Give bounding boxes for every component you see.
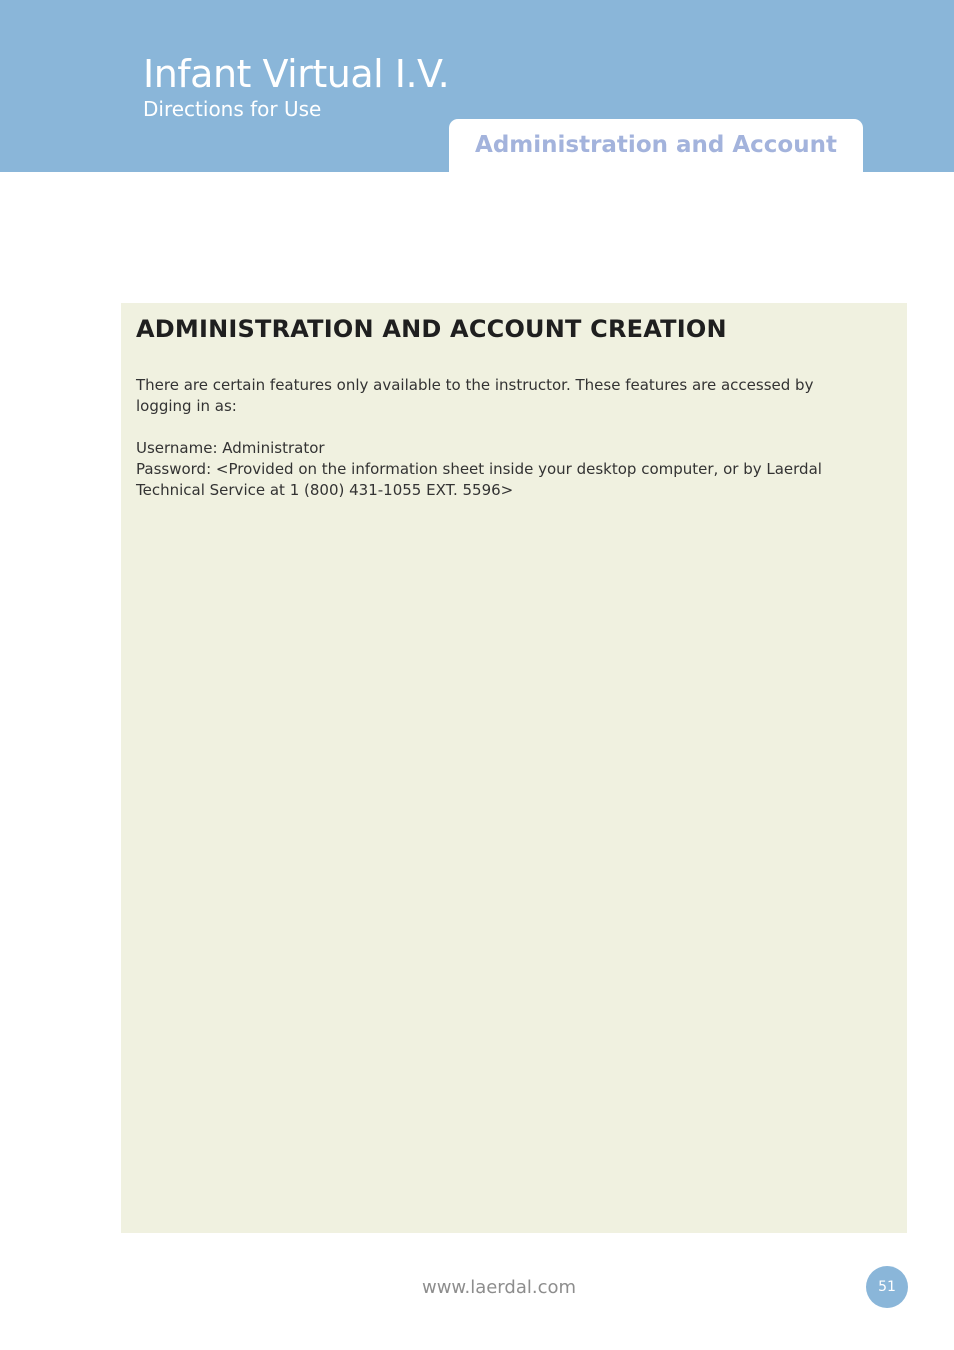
- section-heading: ADMINISTRATION AND ACCOUNT CREATION: [136, 315, 727, 343]
- section-tab: [449, 119, 863, 172]
- document-title: Infant Virtual I.V.: [143, 52, 450, 96]
- page-number-badge: 51: [866, 1266, 908, 1308]
- header-band: [0, 0, 954, 172]
- intro-paragraph: There are certain features only available to the instructor. These features are accessed by logging in as:: [136, 376, 814, 415]
- footer-website-link[interactable]: www.laerdal.com: [421, 1277, 577, 1298]
- document-subtitle: Directions for Use: [143, 97, 322, 121]
- username-line: Username: Administrator: [136, 439, 325, 457]
- content-panel: [121, 303, 907, 1233]
- section-tab-label: Administration and Account: [475, 132, 837, 158]
- login-credentials: [136, 438, 856, 501]
- password-line: Password: <Provided on the information sheet inside your desktop computer, or by Laerdal Technical Service at 1 (800) 431-1055 EXT. 5596>: [136, 460, 822, 499]
